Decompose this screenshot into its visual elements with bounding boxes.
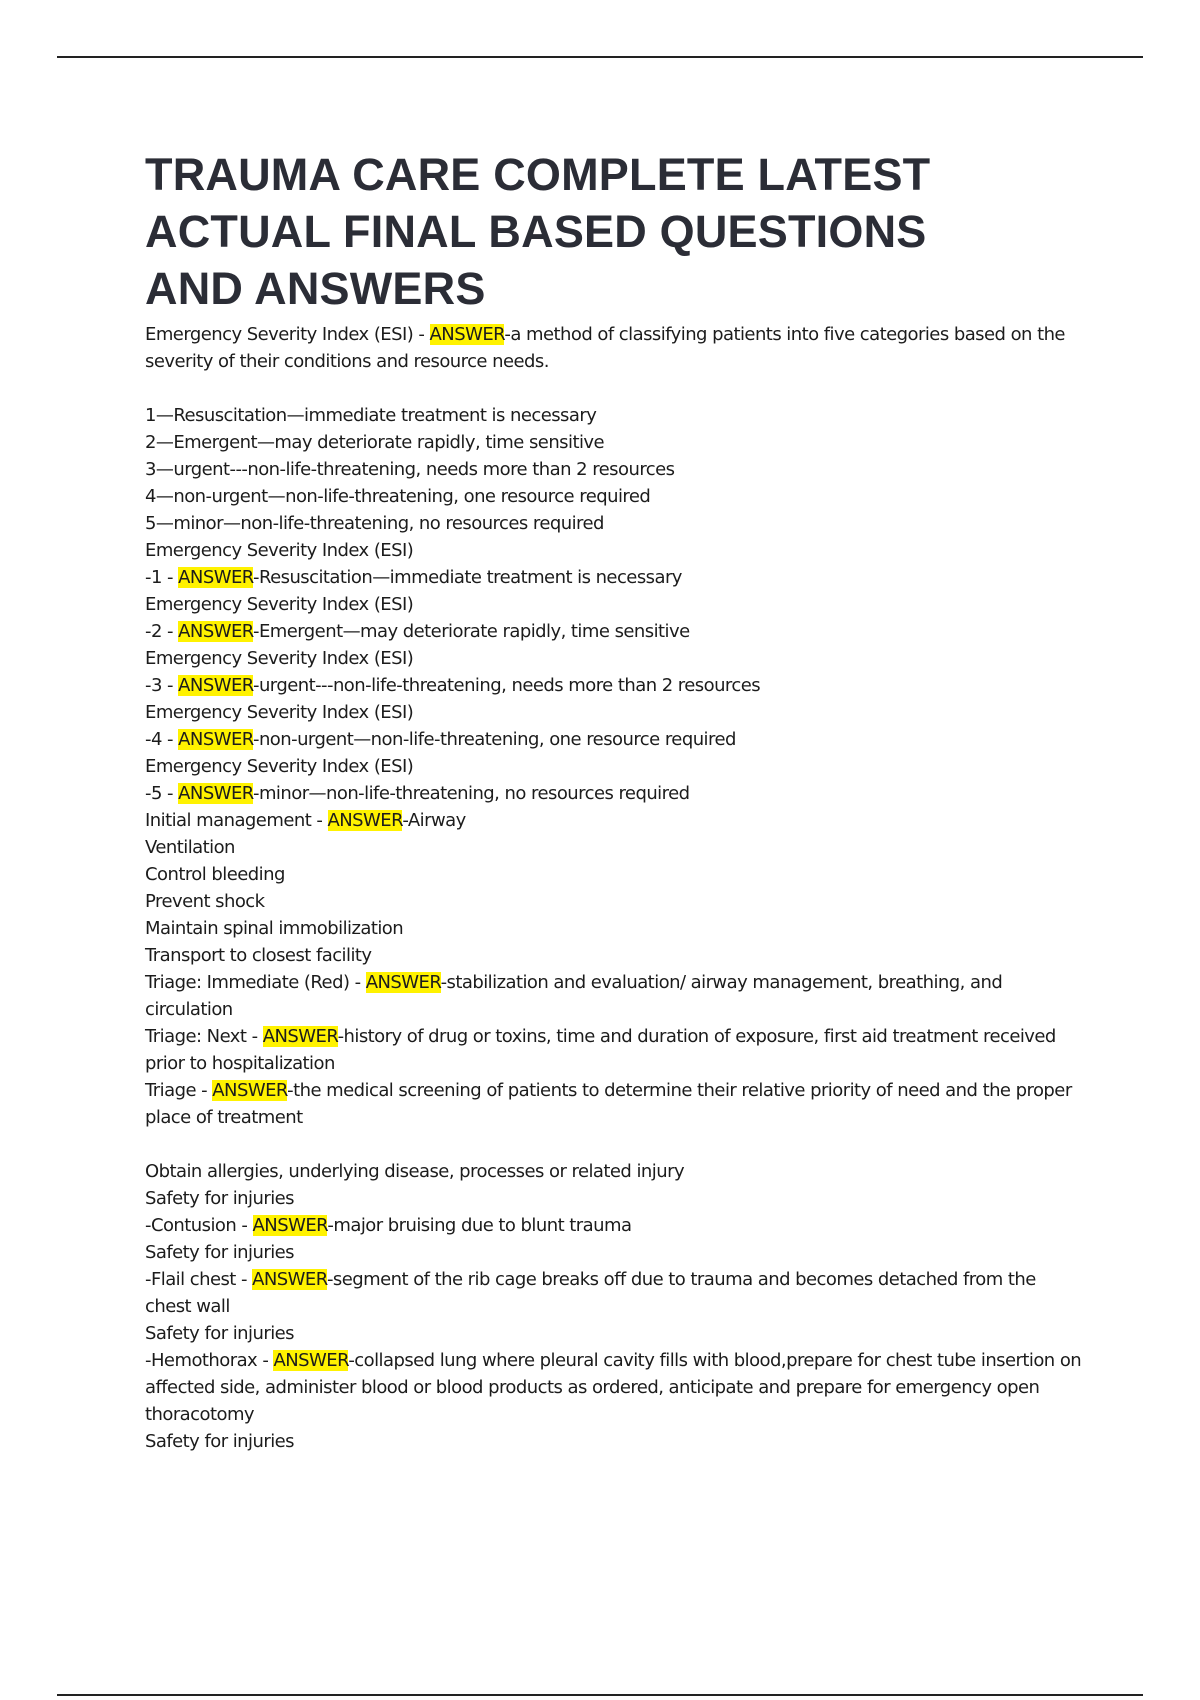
answer-text: -urgent---non-life-threatening, needs more than 2 resources bbox=[253, 675, 761, 696]
answer-highlight: ANSWER bbox=[252, 1215, 328, 1236]
answer-highlight: ANSWER bbox=[429, 324, 505, 345]
question-text: -2 - bbox=[145, 621, 179, 642]
text-line: Emergency Severity Index (ESI) bbox=[145, 648, 414, 669]
answer-text: -collapsed lung where pleural cavity fills with blood,prepare for chest tube insertion on affected side, administer blood or blood products as ordered, anticipate and prepare for emergency open thoracotomy bbox=[145, 1350, 1082, 1425]
qa-line bbox=[145, 321, 1085, 375]
document-title bbox=[145, 146, 1085, 317]
answer-text: -Resuscitation—immediate treatment is necessary bbox=[253, 567, 682, 588]
question-text: Triage - bbox=[145, 1080, 213, 1101]
question-text: -1 - bbox=[145, 567, 179, 588]
text-line: Obtain allergies, underlying disease, processes or related injury bbox=[145, 1161, 685, 1182]
answer-text: -Airway bbox=[402, 810, 466, 831]
question-text: -Contusion - bbox=[145, 1215, 253, 1236]
answer-text: -stabilization and evaluation/ airway management, breathing, and circulation bbox=[145, 972, 1003, 1020]
question-text: Emergency Severity Index (ESI) - bbox=[145, 324, 430, 345]
answer-text: -a method of classifying patients into five categories based on the severity of their conditions and resource needs. bbox=[145, 324, 1065, 372]
text-line: 5—minor—non-life-threatening, no resources required bbox=[145, 513, 604, 534]
text-line: Emergency Severity Index (ESI) bbox=[145, 540, 414, 561]
answer-text: -Emergent—may deteriorate rapidly, time sensitive bbox=[253, 621, 690, 642]
qa-line bbox=[145, 672, 1085, 699]
text-line: Prevent shock bbox=[145, 891, 265, 912]
text-line: 1—Resuscitation—immediate treatment is necessary bbox=[145, 405, 597, 426]
qa-line bbox=[145, 969, 1085, 1023]
qa-line bbox=[145, 1347, 1085, 1428]
answer-highlight: ANSWER bbox=[178, 621, 253, 642]
answer-highlight: ANSWER bbox=[212, 1080, 288, 1101]
blank-line bbox=[145, 1131, 1085, 1158]
question-text: -5 - bbox=[145, 783, 179, 804]
blank-line bbox=[145, 375, 1085, 402]
text-line: Safety for injuries bbox=[145, 1431, 294, 1452]
text-line: Safety for injuries bbox=[145, 1242, 294, 1263]
question-text: Triage: Immediate (Red) - bbox=[145, 972, 366, 993]
answer-highlight: ANSWER bbox=[262, 1026, 338, 1047]
question-text: -3 - bbox=[145, 675, 179, 696]
text-line: 2—Emergent—may deteriorate rapidly, time sensitive bbox=[145, 432, 605, 453]
text-line: Emergency Severity Index (ESI) bbox=[145, 756, 414, 777]
answer-highlight: ANSWER bbox=[273, 1350, 349, 1371]
question-text: Initial management - bbox=[145, 810, 328, 831]
qa-line bbox=[145, 1023, 1085, 1077]
answer-highlight: ANSWER bbox=[365, 972, 441, 993]
text-line: 3—urgent---non-life-threatening, needs more than 2 resources bbox=[145, 459, 675, 480]
text-line: Emergency Severity Index (ESI) bbox=[145, 594, 414, 615]
title-line: TRAUMA CARE COMPLETE LATEST bbox=[145, 149, 931, 200]
qa-line bbox=[145, 1266, 1085, 1320]
top-rule bbox=[57, 56, 1143, 58]
qa-line bbox=[145, 564, 1085, 591]
text-line: Safety for injuries bbox=[145, 1188, 294, 1209]
question-text: -Hemothorax - bbox=[145, 1350, 274, 1371]
qa-line bbox=[145, 807, 1085, 834]
qa-line bbox=[145, 618, 1085, 645]
answer-highlight: ANSWER bbox=[327, 810, 403, 831]
title-line: ACTUAL FINAL BASED QUESTIONS bbox=[145, 206, 927, 257]
answer-highlight: ANSWER bbox=[252, 1269, 327, 1290]
text-line: Emergency Severity Index (ESI) bbox=[145, 702, 414, 723]
text-line: Control bleeding bbox=[145, 864, 285, 885]
answer-highlight: ANSWER bbox=[178, 567, 253, 588]
qa-line bbox=[145, 1077, 1085, 1131]
question-text: Triage: Next - bbox=[145, 1026, 263, 1047]
text-line: Safety for injuries bbox=[145, 1323, 294, 1344]
document-body bbox=[145, 146, 1085, 1455]
text-line: 4—non-urgent—non-life-threatening, one resource required bbox=[145, 486, 651, 507]
answer-text: -segment of the rib cage breaks off due to trauma and becomes detached from the chest wall bbox=[145, 1269, 1036, 1317]
question-text: -Flail chest - bbox=[145, 1269, 253, 1290]
text-line: Transport to closest facility bbox=[145, 945, 372, 966]
qa-content bbox=[145, 321, 1085, 1455]
answer-text: -history of drug or toxins, time and duration of exposure, first aid treatment received prior to hospitalization bbox=[145, 1026, 1056, 1074]
question-text: -4 - bbox=[145, 729, 179, 750]
bottom-rule bbox=[57, 1694, 1143, 1696]
answer-text: -major bruising due to blunt trauma bbox=[327, 1215, 632, 1236]
text-line: Maintain spinal immobilization bbox=[145, 918, 404, 939]
answer-text: -non-urgent—non-life-threatening, one resource required bbox=[253, 729, 736, 750]
answer-highlight: ANSWER bbox=[178, 729, 253, 750]
text-line: Ventilation bbox=[145, 837, 235, 858]
qa-line bbox=[145, 1212, 1085, 1239]
answer-text: -minor—non-life-threatening, no resources required bbox=[253, 783, 690, 804]
qa-line bbox=[145, 780, 1085, 807]
answer-highlight: ANSWER bbox=[178, 783, 253, 804]
title-line: AND ANSWERS bbox=[145, 263, 486, 314]
qa-line bbox=[145, 726, 1085, 753]
answer-text: -the medical screening of patients to determine their relative priority of need and the proper place of treatment bbox=[145, 1080, 1072, 1128]
answer-highlight: ANSWER bbox=[178, 675, 253, 696]
